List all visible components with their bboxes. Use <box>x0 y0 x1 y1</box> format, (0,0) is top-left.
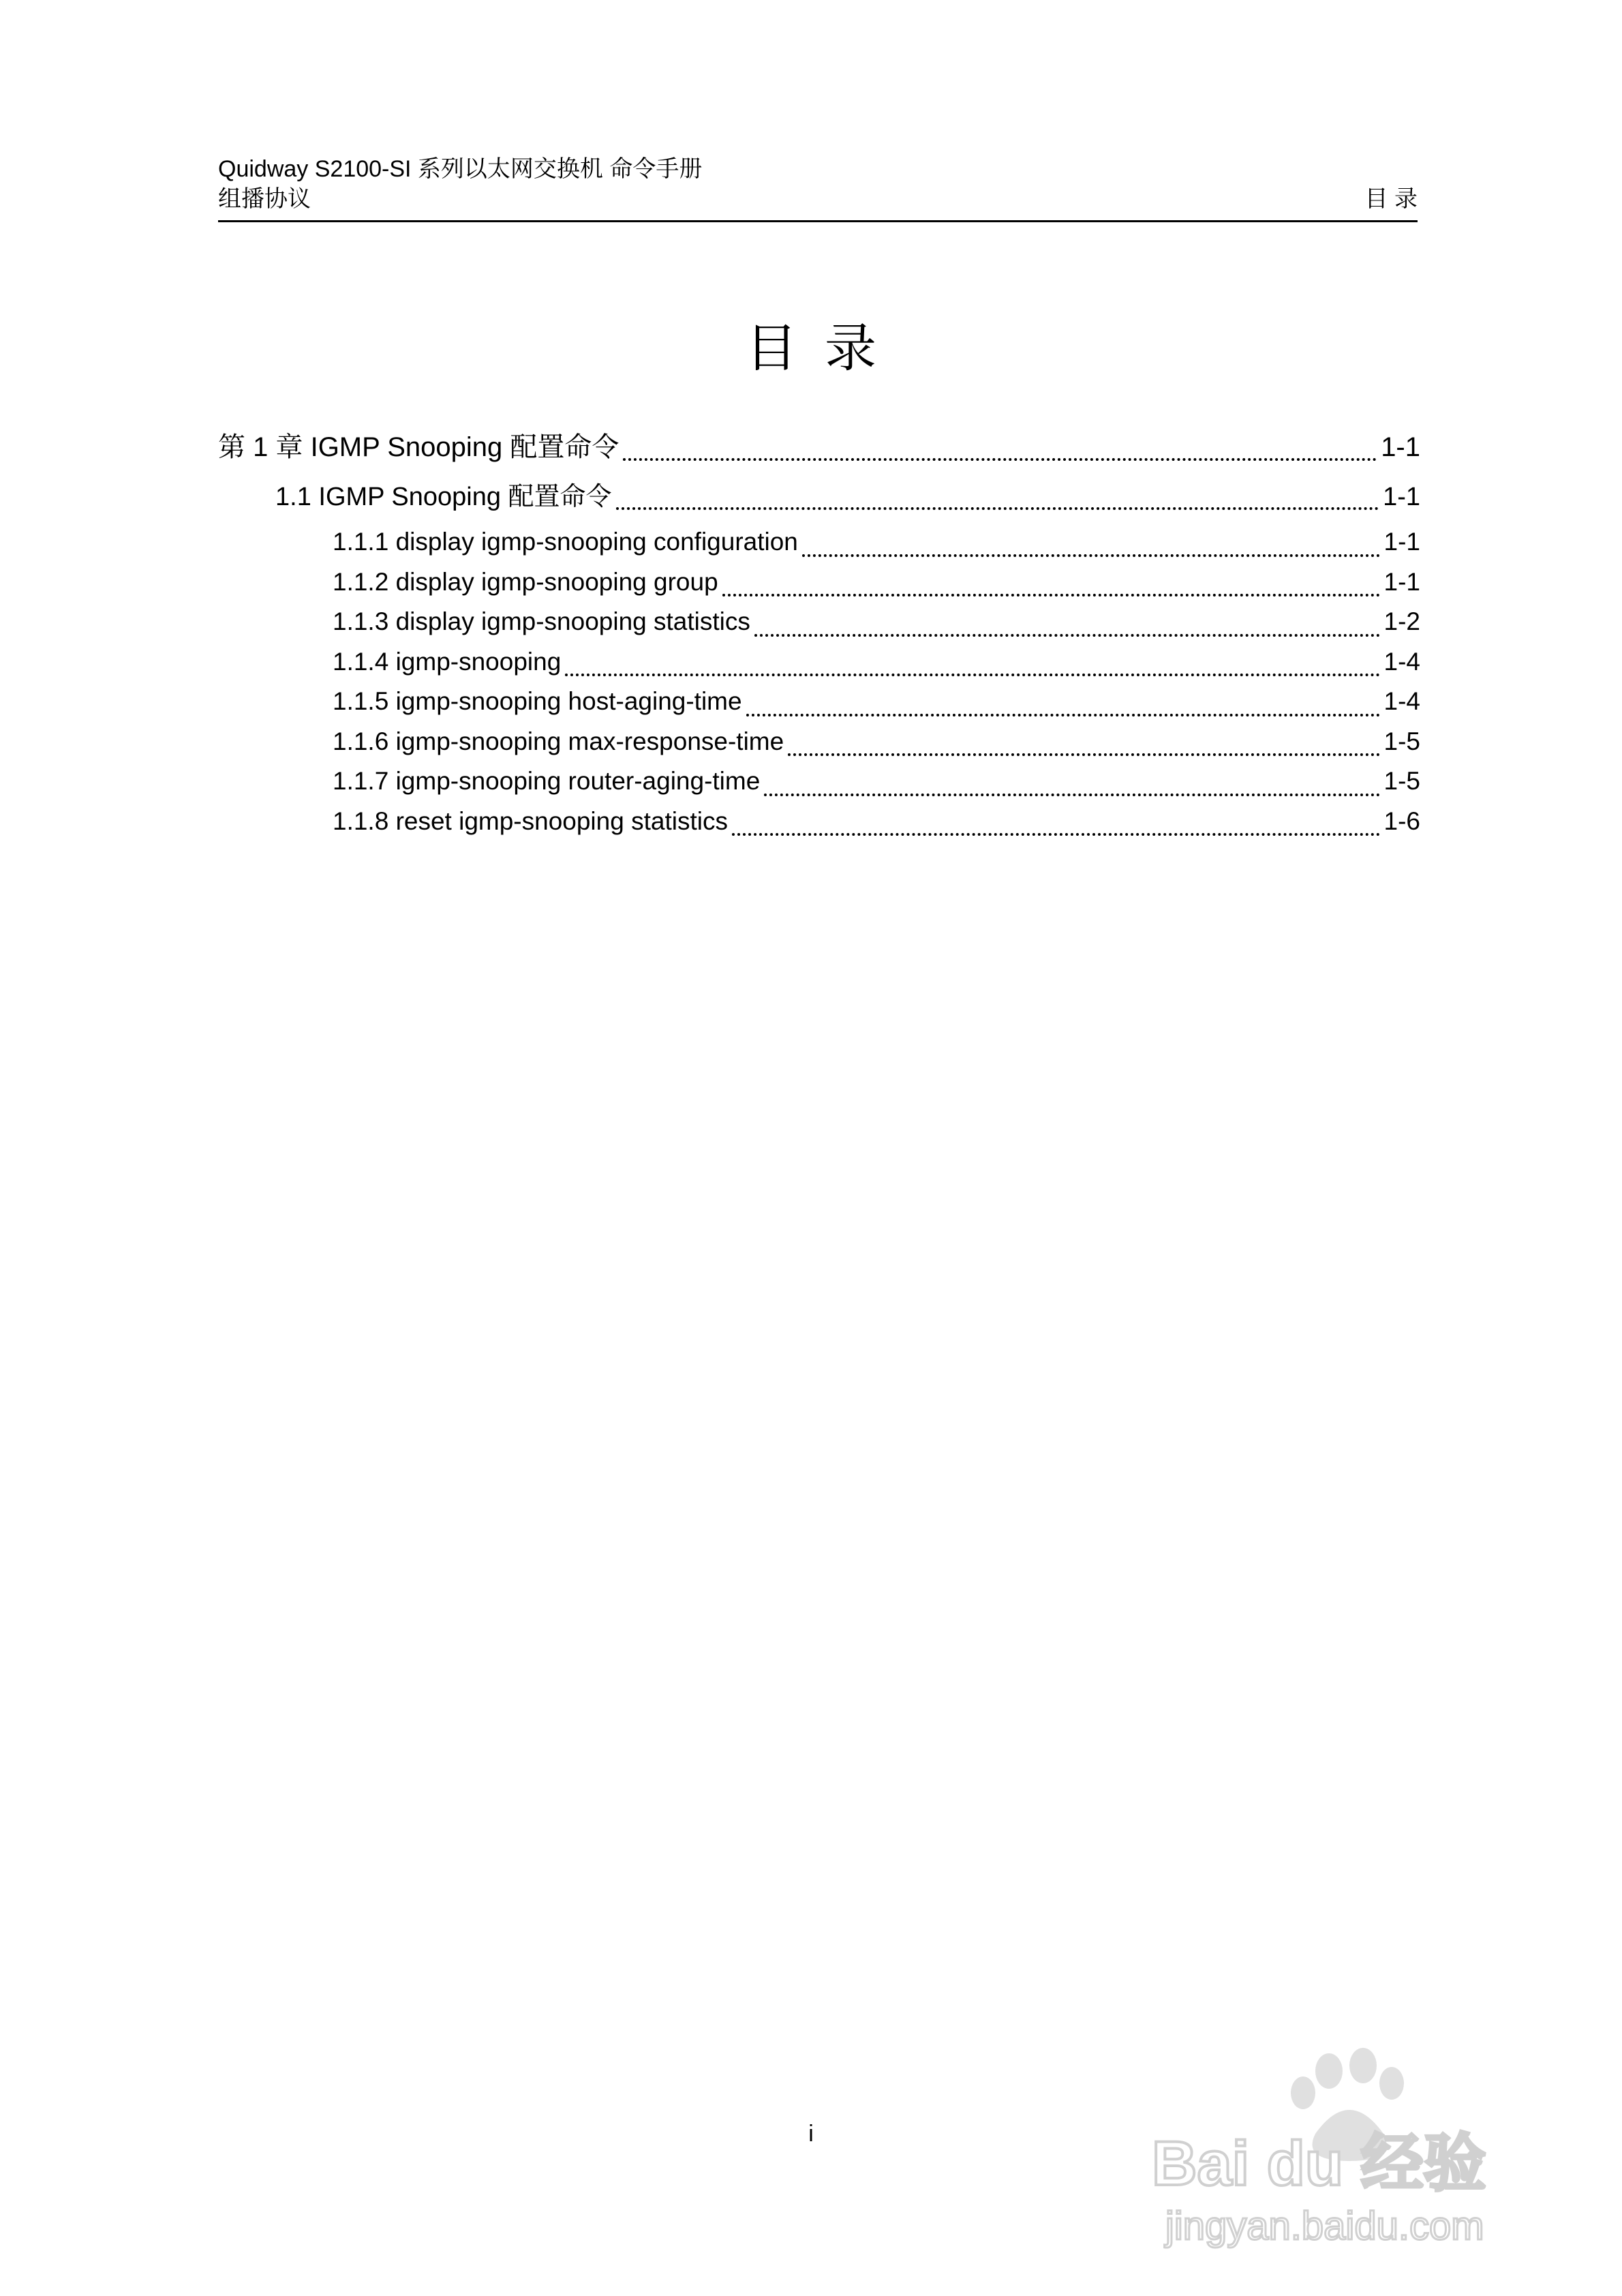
toc-entry-text: 1.1.5 igmp-snooping host-aging-time <box>333 687 742 715</box>
toc-entry-text: 1.1.6 igmp-snooping max-response-time <box>333 727 784 755</box>
toc-entry-1-1-7[interactable] <box>218 761 1420 802</box>
toc-entry-page: 1-1 <box>1383 567 1420 596</box>
toc-leader-dots <box>788 753 1379 756</box>
toc-entry-page: 1-4 <box>1383 687 1420 715</box>
toc-leader-dots <box>616 507 1379 510</box>
toc-entry-page: 1-5 <box>1383 727 1420 755</box>
toc-entry-1-1-2[interactable] <box>218 562 1420 603</box>
toc-entry-text: 1.1.2 display igmp-snooping group <box>333 567 718 596</box>
toc-entry-chapter-1[interactable] <box>218 428 1420 466</box>
toc-entry-1-1-5[interactable] <box>218 682 1420 722</box>
toc-leader-dots <box>722 594 1380 596</box>
toc-leader-dots <box>754 634 1380 637</box>
toc-leader-dots <box>746 714 1380 716</box>
header-document-title: Quidway S2100-SI 系列以太网交换机 命令手册 <box>218 156 703 182</box>
toc-entry-text: 1.1.8 reset igmp-snooping statistics <box>333 806 728 835</box>
toc-entry-text: 1.1.3 display igmp-snooping statistics <box>333 607 750 635</box>
page-number: i <box>808 2121 814 2147</box>
page-header <box>218 154 1418 214</box>
toc-entry-text: 1.1.4 igmp-snooping <box>333 647 562 676</box>
toc-entry-1-1-4[interactable] <box>218 642 1420 682</box>
toc-entry-text: 1.1.7 igmp-snooping router-aging-time <box>333 767 761 795</box>
toc-leader-dots <box>732 833 1380 836</box>
page-title: 目录 <box>746 320 904 378</box>
toc-leader-dots <box>623 458 1377 461</box>
toc-entry-page: 1-2 <box>1383 607 1420 635</box>
header-rule <box>218 220 1418 222</box>
toc-leader-dots <box>802 554 1380 557</box>
toc-entry-page: 1-4 <box>1383 647 1420 676</box>
toc-entry-1-1[interactable] <box>218 479 1420 515</box>
toc-leader-dots <box>764 794 1379 796</box>
toc-entry-text: 第 1 章 IGMP Snooping 配置命令 <box>218 432 619 462</box>
header-section-name: 组播协议 <box>218 186 311 212</box>
baidu-jingyan-watermark <box>1152 2045 1533 2250</box>
toc-entry-1-1-1[interactable] <box>218 522 1420 562</box>
toc-entry-text: 1.1 IGMP Snooping 配置命令 <box>275 483 612 511</box>
toc-entry-text: 1.1.1 display igmp-snooping configuration <box>333 528 798 556</box>
toc-entry-page: 1-1 <box>1381 432 1420 462</box>
toc-leader-dots <box>565 674 1379 676</box>
watermark-brand: Bai du 经验 <box>1152 2129 1486 2199</box>
toc-entry-page: 1-5 <box>1383 767 1420 795</box>
watermark-url: jingyan.baidu.com <box>1165 2204 1484 2248</box>
toc-entry-page: 1-1 <box>1383 528 1420 556</box>
toc-entry-1-1-6[interactable] <box>218 722 1420 762</box>
header-row-2 <box>218 184 1418 214</box>
table-of-contents <box>218 428 1420 841</box>
toc-entry-page: 1-1 <box>1383 483 1420 511</box>
header-chapter-label: 目 录 <box>1364 186 1418 212</box>
toc-entry-1-1-3[interactable] <box>218 602 1420 642</box>
toc-entry-1-1-8[interactable] <box>218 802 1420 842</box>
toc-entry-page: 1-6 <box>1383 806 1420 835</box>
